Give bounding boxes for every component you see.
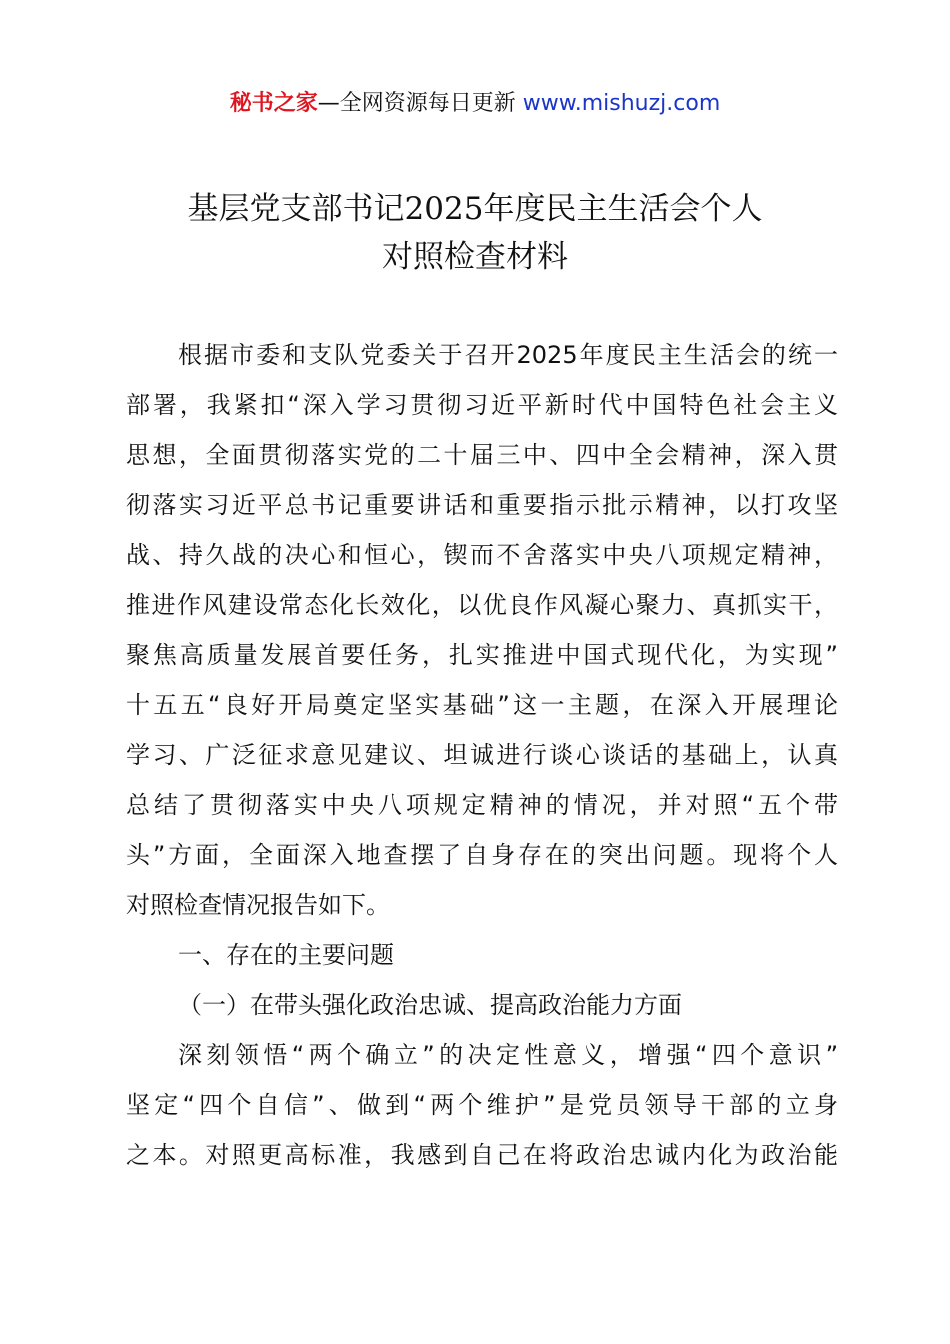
body-line: 学习、广泛征求意见建议、坦诚进行谈心谈话的基础上，认真	[126, 741, 838, 769]
body-line: 根据市委和支队党委关于召开2025年度民主生活会的统一	[178, 341, 838, 369]
subsection-heading: （一）在带头强化政治忠诚、提高政治能力方面	[178, 991, 682, 1019]
site-url-link[interactable]: www.mishuzj.com	[522, 91, 721, 116]
site-tagline: —全网资源每日更新	[317, 91, 516, 116]
site-brand: 秘书之家	[229, 91, 318, 116]
body-line: 对照检查情况报告如下。	[126, 891, 390, 919]
body-line: 十五五“良好开局奠定坚实基础”这一主题，在深入开展理论	[126, 691, 838, 719]
section-heading: 一、存在的主要问题	[178, 941, 394, 969]
title-line: 基层党支部书记2025年度民主生活会个人	[187, 191, 763, 227]
body-line: 头”方面，全面深入地查摆了自身存在的突出问题。现将个人	[126, 841, 838, 869]
document-body	[126, 330, 838, 1180]
body-line: 聚焦高质量发展首要任务，扎实推进中国式现代化，为实现”	[126, 641, 838, 669]
body-line: 战、持久战的决心和恒心，锲而不舍落实中央八项规定精神，	[126, 541, 838, 569]
site-header	[0, 86, 950, 122]
body-line: 深刻领悟“两个确立”的决定性意义，增强“四个意识”	[178, 1041, 838, 1069]
body-line: 思想，全面贯彻落实党的二十届三中、四中全会精神，深入贯	[126, 441, 838, 469]
body-line: 彻落实习近平总书记重要讲话和重要指示批示精神，以打攻坚	[126, 491, 838, 519]
body-line: 推进作风建设常态化长效化，以优良作风凝心聚力、真抓实干，	[126, 591, 838, 619]
body-line: 部署，我紧扣“深入学习贯彻习近平新时代中国特色社会主义	[126, 391, 838, 419]
body-line: 之本。对照更高标准，我感到自己在将政治忠诚内化为政治能	[126, 1141, 838, 1169]
title-line: 对照检查材料	[382, 239, 568, 275]
body-line: 总结了贯彻落实中央八项规定精神的情况，并对照“五个带	[126, 791, 838, 819]
document-title	[100, 185, 850, 281]
body-line: 坚定“四个自信”、做到“两个维护”是党员领导干部的立身	[126, 1091, 838, 1119]
